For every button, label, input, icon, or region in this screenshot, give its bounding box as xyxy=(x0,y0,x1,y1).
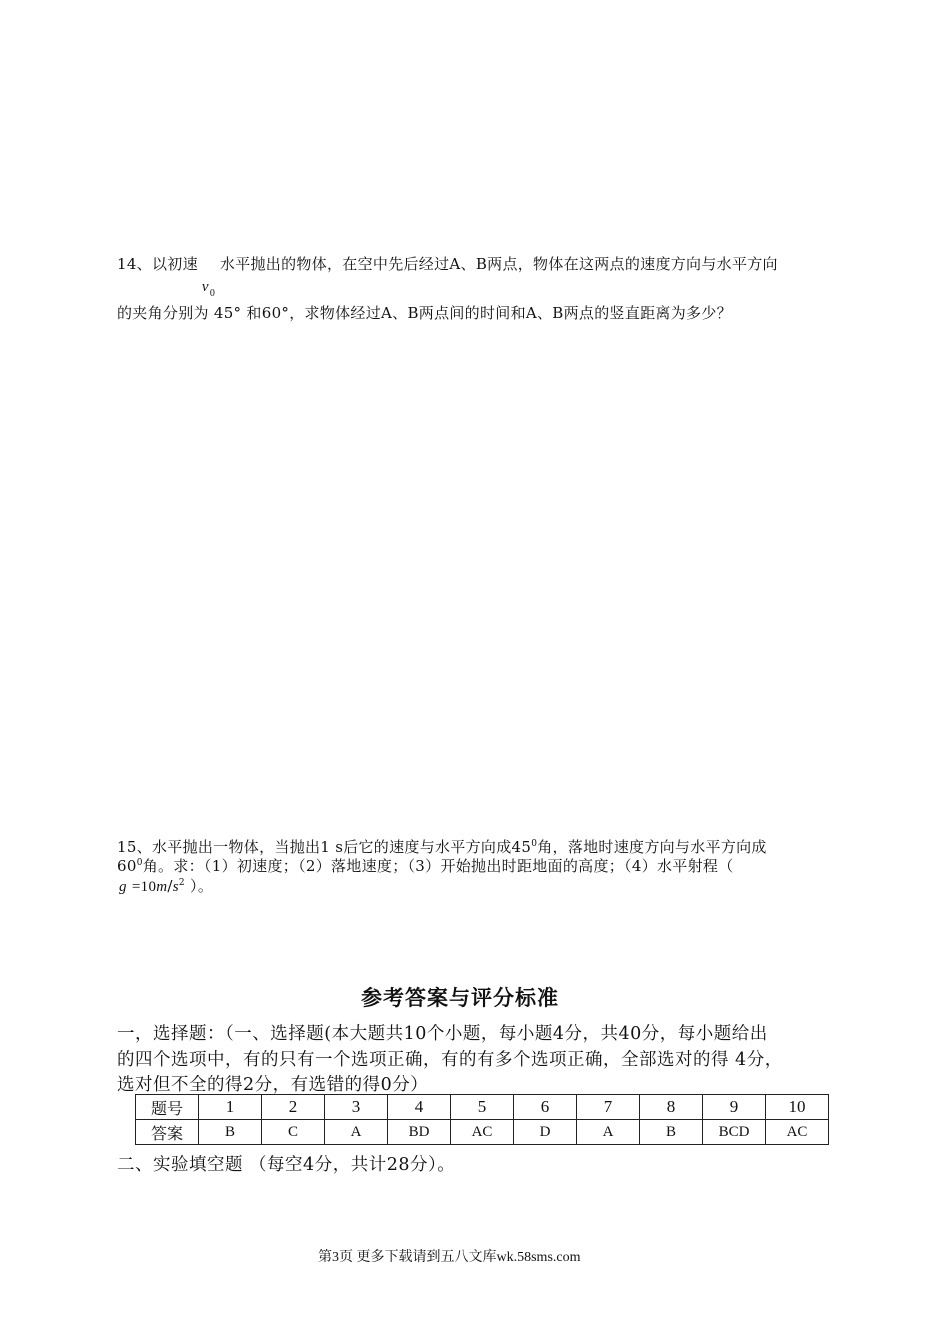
table-cell: A xyxy=(577,1120,640,1145)
table-cell: BCD xyxy=(703,1120,766,1145)
table-cell: 10 xyxy=(766,1095,829,1120)
intro-line3: 选对但不全的得2分，有选错的得0分） xyxy=(117,1075,429,1095)
q14-line1: 14、以初速 v 0 水平抛出的物体，在空中先后经过A、B两点，物体在这两点的速度方向与水平方向 xyxy=(117,255,778,299)
table-cell: 6 xyxy=(514,1095,577,1120)
table-cell: C xyxy=(262,1120,325,1145)
table-cell: 3 xyxy=(325,1095,388,1120)
intro-line1: 一，选择题：（一、选择题(本大题共10个小题，每小题4分，共40分，每小题给出 xyxy=(117,1024,768,1044)
page-footer: 第3页 更多下载请到五八文库wk.58sms.com xyxy=(318,1250,581,1265)
table-cell: 5 xyxy=(451,1095,514,1120)
table-cell: BD xyxy=(388,1120,451,1145)
q14-line1-before: 14、以初速 xyxy=(117,255,198,273)
table-cell: AC xyxy=(766,1120,829,1145)
intro-line2: 的四个选项中，有的只有一个选项正确，有的有多个选项正确，全部选对的得 4分， xyxy=(117,1050,783,1070)
table-row xyxy=(136,1120,829,1145)
row-label-number: 题号 xyxy=(136,1095,199,1120)
table-cell: 2 xyxy=(262,1095,325,1120)
answer-table xyxy=(135,1094,829,1145)
table-cell: 4 xyxy=(388,1095,451,1120)
table-cell: AC xyxy=(451,1120,514,1145)
table-cell: D xyxy=(514,1120,577,1145)
table-cell: B xyxy=(640,1120,703,1145)
table-cell: B xyxy=(199,1120,262,1145)
table-cell: 7 xyxy=(577,1095,640,1120)
table-cell: 9 xyxy=(703,1095,766,1120)
table-cell: 8 xyxy=(640,1095,703,1120)
q14-line1-after: 水平抛出的物体，在空中先后经过A、B两点，物体在这两点的速度方向与水平方向 xyxy=(219,255,778,273)
table-row xyxy=(136,1095,829,1120)
q15-line3: $g =10m/s^2$ ）。 xyxy=(119,877,214,895)
section2-heading: 二、实验填空题 （每空4分，共计28分）。 xyxy=(117,1155,456,1175)
answer-title: 参考答案与评分标准 xyxy=(361,985,559,1010)
q15-line2: $60^0$角。求：（1）初速度；（2）落地速度；（3）开始抛出时距地面的高度；（4）水平射程（ xyxy=(117,857,734,875)
q15-line1: 15、水平抛出一物体，当抛出1 s后它的速度与水平方向成$45^0$角，落地时速度方向与水平方向成 xyxy=(117,838,767,856)
table-cell: 1 xyxy=(199,1095,262,1120)
q14-line2: 的夹角分别为 45° 和60°，求物体经过A、B两点间的时间和A、B两点的竖直距离为多少？ xyxy=(117,304,732,322)
row-label-answer: 答案 xyxy=(136,1120,199,1145)
table-cell: A xyxy=(325,1120,388,1145)
